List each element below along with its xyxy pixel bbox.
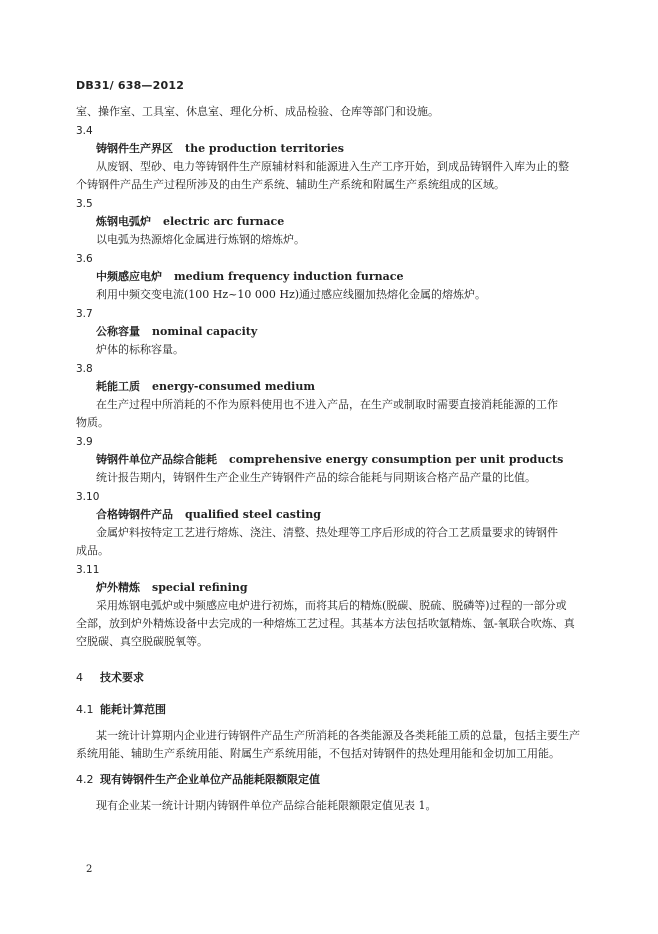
clause-number: 3.6 — [76, 253, 93, 265]
continuation-line: 室、操作室、工具室、休息室、理化分析、成品检验、仓库等部门和设施。 — [76, 105, 439, 118]
page-content — [76, 103, 586, 815]
definition-line: 金属炉料按特定工艺进行熔炼、浇注、清整、热处理等工序后形成的符合工艺质量要求的铸钢件 — [96, 526, 558, 539]
clause-number: 3.5 — [76, 198, 93, 210]
paragraph-line: 某一统计计算期内企业进行铸钢件产品生产所消耗的各类能源及各类耗能工质的总量，包括主要生产 — [96, 729, 580, 742]
term-chinese: 中频感应电炉 — [96, 270, 162, 283]
term-chinese: 铸钢件生产界区 — [96, 142, 173, 155]
definition-line: 利用中频交变电流(100 Hz~10 000 Hz)通过感应线圈加热熔化金属的熔炼炉。 — [96, 288, 487, 301]
term-entry — [76, 122, 586, 194]
definition-line: 炉体的标称容量。 — [96, 343, 184, 356]
subsection-heading — [76, 771, 586, 789]
definition-line: 个铸钢件产品生产过程所涉及的由生产系统、辅助生产系统和附属生产系统组成的区域。 — [76, 178, 505, 191]
term-heading — [76, 378, 586, 396]
term-english: nominal capacity — [152, 325, 258, 338]
term-english: qualified steel casting — [185, 508, 321, 521]
term-heading — [76, 506, 586, 524]
term-chinese: 合格铸钢件产品 — [96, 508, 173, 521]
term-entry — [76, 360, 586, 432]
term-heading — [76, 323, 586, 341]
subsection-title: 能耗计算范围 — [100, 703, 166, 716]
definition-line: 采用炼钢电弧炉或中频感应电炉进行初炼，而将其后的精炼(脱碳、脱硫、脱磷等)过程的一部分或 — [96, 599, 567, 612]
term-chinese: 铸钢件单位产品综合能耗 — [96, 453, 217, 466]
section-title: 技术要求 — [100, 671, 144, 684]
term-heading — [76, 451, 586, 469]
term-entry — [76, 488, 586, 560]
definition-line: 成品。 — [76, 544, 109, 557]
subsection-title: 现有铸钢件生产企业单位产品能耗限额限定值 — [100, 773, 320, 786]
clause-number: 3.7 — [76, 308, 93, 320]
term-english: comprehensive energy consumption per unit products — [229, 453, 564, 466]
subsection-heading — [76, 701, 586, 719]
subsection-number: 4.1 — [76, 703, 94, 716]
term-entry — [76, 433, 586, 487]
term-heading — [76, 579, 586, 597]
clause-number: 3.10 — [76, 491, 100, 503]
term-english: special refining — [152, 581, 248, 594]
subsection-number: 4.2 — [76, 773, 94, 786]
term-heading — [76, 140, 586, 158]
term-chinese: 炼钢电弧炉 — [96, 215, 151, 228]
term-entry — [76, 305, 586, 359]
term-english: the production territories — [185, 142, 344, 155]
document-code: DB31/ 638—2012 — [76, 79, 185, 92]
term-chinese: 公称容量 — [96, 325, 140, 338]
term-chinese: 耗能工质 — [96, 380, 140, 393]
section-number: 4 — [76, 671, 83, 684]
paragraph-line: 现有企业某一统计计期内铸钢件单位产品综合能耗限额限定值见表 1。 — [96, 799, 437, 812]
page-number: 2 — [86, 864, 93, 875]
section-heading — [76, 669, 586, 687]
term-chinese: 炉外精炼 — [96, 581, 140, 594]
term-entry — [76, 561, 586, 651]
term-english: electric arc furnace — [163, 215, 285, 228]
term-heading — [76, 268, 586, 286]
term-heading — [76, 213, 586, 231]
definition-line: 空脱碳、真空脱碳脱氧等。 — [76, 635, 208, 648]
definition-line: 从废钢、型砂、电力等铸钢件生产原辅材料和能源进入生产工序开始，到成品铸钢件入库为止的整 — [96, 160, 569, 173]
term-english: energy-consumed medium — [152, 380, 315, 393]
paragraph-line: 系统用能、辅助生产系统用能、附属生产系统用能，不包括对铸钢件的热处理用能和金切加工用能。 — [76, 747, 560, 760]
definition-line: 在生产过程中所消耗的不作为原料使用也不进入产品，在生产或制取时需要直接消耗能源的工作 — [96, 398, 558, 411]
definition-line: 统计报告期内，铸钢件生产企业生产铸钢件产品的综合能耗与同期该合格产品产量的比值。 — [96, 471, 536, 484]
definition-line: 全部，放到炉外精炼设备中去完成的一种熔炼工艺过程。其基本方法包括吹氩精炼、氩-氧联合吹炼、真 — [76, 617, 575, 630]
term-entry — [76, 195, 586, 249]
definition-line: 物质。 — [76, 416, 109, 429]
definition-line: 以电弧为热源熔化金属进行炼钢的熔炼炉。 — [96, 233, 305, 246]
clause-number: 3.9 — [76, 436, 93, 448]
term-english: medium frequency induction furnace — [174, 270, 404, 283]
clause-number: 3.4 — [76, 125, 93, 137]
clause-number: 3.11 — [76, 564, 100, 576]
clause-number: 3.8 — [76, 363, 93, 375]
term-entry — [76, 250, 586, 304]
